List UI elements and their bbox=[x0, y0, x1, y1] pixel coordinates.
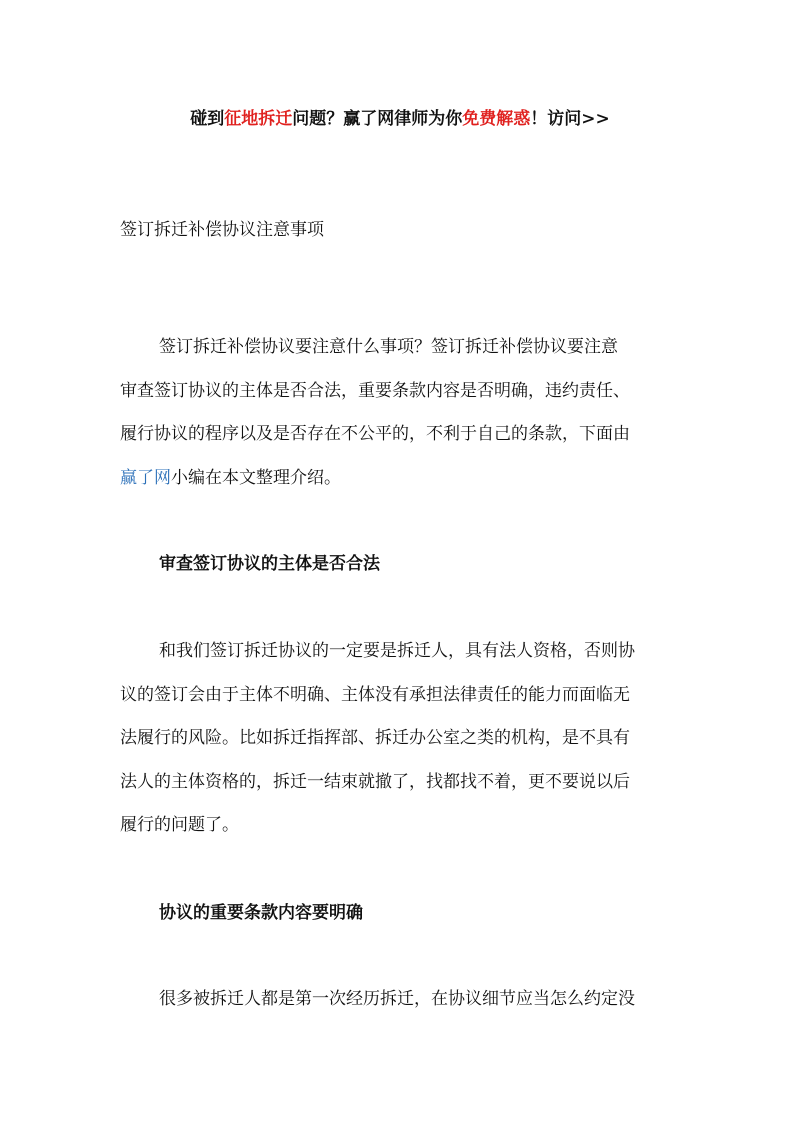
paragraph-line: 法人的主体资格的，拆迁一结束就撤了，找都找不着，更不要说以后 bbox=[120, 771, 630, 792]
intro-line-1: 签订拆迁补偿协议要注意什么事项？签订拆迁补偿协议要注意 bbox=[159, 337, 618, 357]
paragraph-line: 法履行的风险。比如拆迁指挥部、拆迁办公室之类的机构，是不具有 bbox=[120, 728, 630, 748]
banner-link-free-answers[interactable]: 免费解惑 bbox=[462, 109, 531, 129]
section-terms-paragraph bbox=[120, 978, 680, 1022]
banner-text-2: 问题？赢了网律师为你 bbox=[292, 109, 463, 129]
paragraph-line: 履行的问题了。 bbox=[120, 815, 239, 835]
banner-visit-link[interactable]: ！访问>> bbox=[530, 109, 610, 129]
banner-link-land-demolition[interactable]: 征地拆迁 bbox=[224, 109, 293, 129]
intro-line-2: 审查签订协议的主体是否合法，重要条款内容是否明确，违约责任、 bbox=[120, 380, 630, 401]
banner-text-1: 碰到 bbox=[190, 109, 225, 129]
site-link[interactable]: 赢了网 bbox=[120, 467, 171, 488]
paragraph-line: 和我们签订拆迁协议的一定要是拆迁人，具有法人资格，否则协 bbox=[159, 641, 635, 661]
promo-banner bbox=[0, 106, 800, 132]
document-title: 签订拆迁补偿协议注意事项 bbox=[120, 220, 324, 240]
section-heading-terms: 协议的重要条款内容要明确 bbox=[159, 903, 363, 923]
intro-line-4-rest: 小编在本文整理介绍。 bbox=[171, 467, 341, 488]
paragraph-line: 很多被拆迁人都是第一次经历拆迁，在协议细节应当怎么约定没 bbox=[159, 989, 635, 1009]
intro-line-4 bbox=[120, 457, 680, 501]
paragraph-line: 议的签订会由于主体不明确、主体没有承担法律责任的能力而面临无 bbox=[120, 684, 630, 705]
intro-paragraph bbox=[120, 326, 680, 500]
intro-line-3: 履行协议的程序以及是否存在不公平的，不利于自己的条款，下面由 bbox=[120, 424, 630, 444]
section-heading-subject: 审查签订协议的主体是否合法 bbox=[159, 554, 380, 574]
section-subject-paragraph bbox=[120, 630, 680, 848]
